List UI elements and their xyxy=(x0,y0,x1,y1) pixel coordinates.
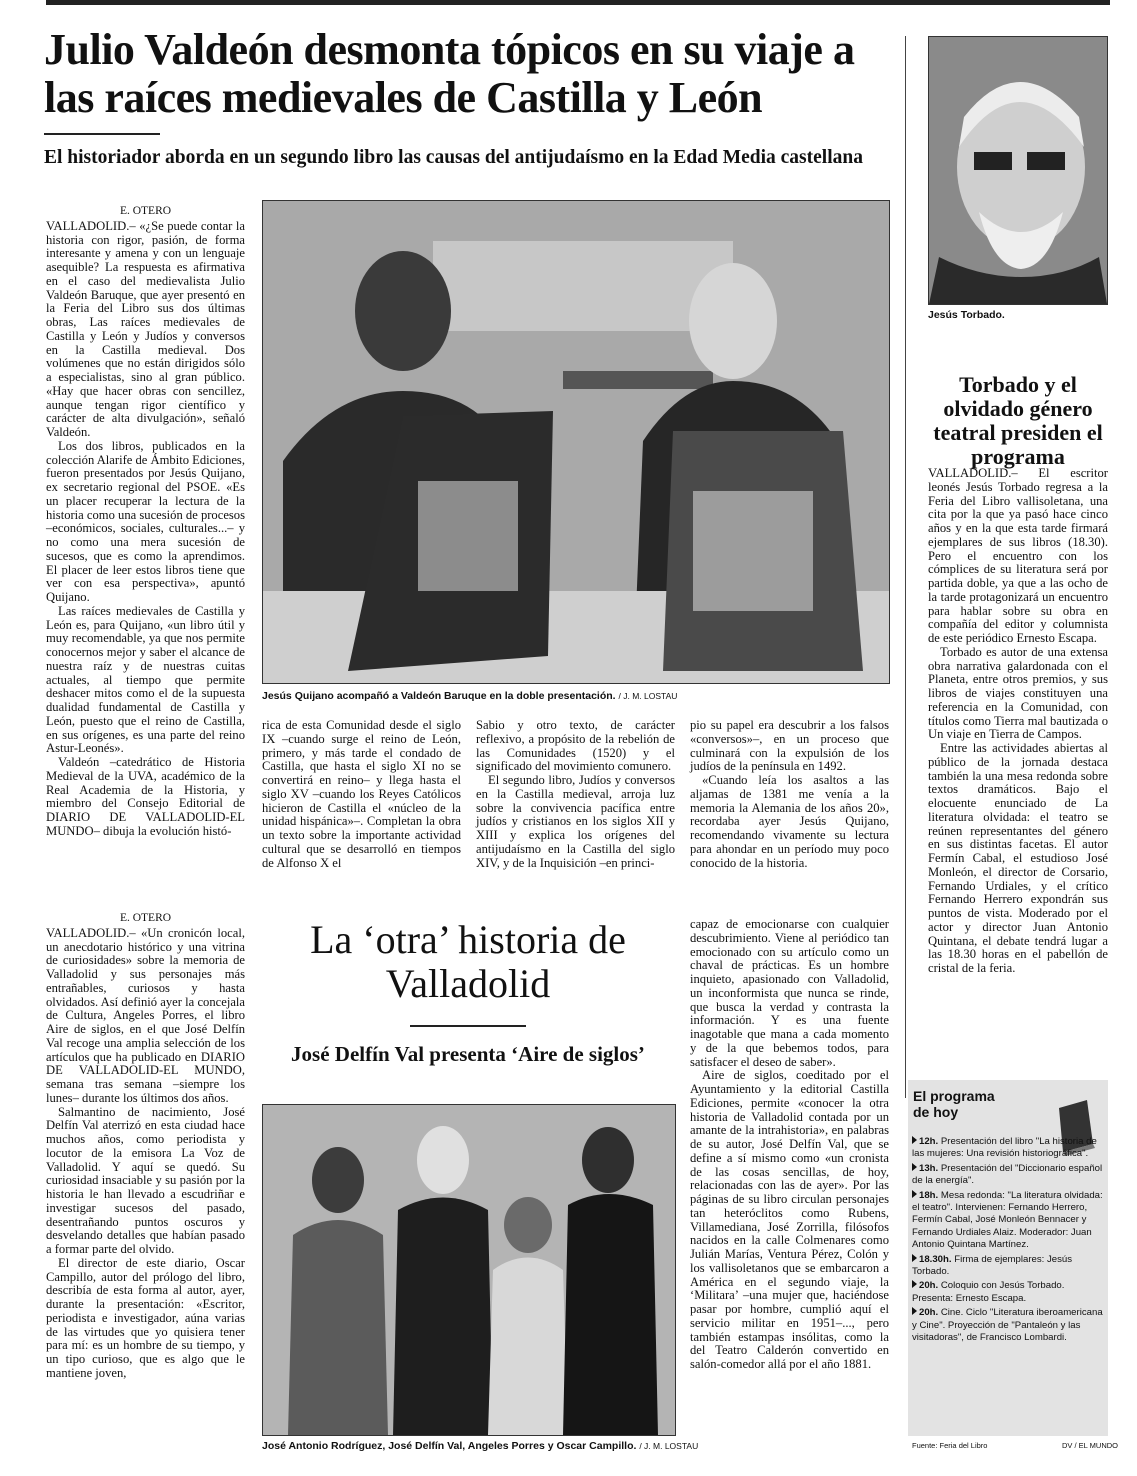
program-text: Coloquio con Jesús Torbado. Presenta: Ernesto Escapa. xyxy=(912,1280,1065,1304)
bullet-icon xyxy=(912,1190,917,1198)
article1-column-4 xyxy=(690,719,889,870)
paragraph: Salmantino de nacimiento, José Delfín Val aterrizó en esta ciudad hace muchos años, como periodista y locutor de la emisora La Voz de Valladolid. Y aquí se quedó. Su curiosidad insaciable y su pasión por la historia le han llevado a escudriñar e investigar sucesos del pasado, desentrañando puntos oscuros y desvelando detalles que habían pasado a formar parte del olvido. xyxy=(46,1104,245,1256)
paragraph: Sabio y otro texto, de carácter reflexivo, a propósito de la rebelión de las Comunidades (1520) y el significado del movimiento comunero. xyxy=(476,718,675,774)
main-subhead: El historiador aborda en un segundo libro las causas del antijudaísmo en la Edad Media castellana xyxy=(44,147,863,168)
program-text: Mesa redonda: "La literatura olvidada: el teatro". Intervienen: Fernando Herrero, Fermín Cabal, José Monleón Bennacer y Fernando Urdiales Alaiz. Moderador: Juan Antonio Quintana Martínez. xyxy=(912,1189,1103,1251)
caption-text: Jesús Quijano acompañó a Valdeón Baruque en la doble presentación. xyxy=(262,690,616,702)
photo-graphic xyxy=(263,1105,675,1435)
program-source: Fuente: Feria del Libro xyxy=(912,1441,988,1450)
headline-rule xyxy=(44,133,160,135)
caption-text: José Antonio Rodríguez, José Delfín Val, Angeles Porres y Oscar Campillo. xyxy=(262,1440,637,1452)
article2-column-1 xyxy=(46,912,245,1381)
bullet-icon xyxy=(912,1307,917,1315)
paragraph: VALLADOLID.– El escritor leonés Jesús Torbado regresa a la Feria del Libro vallisoletana, una cita por la que ya pasó hace cinco años y en la que esta tarde firmará ejemplares de sus libros (18.30). Pero el encuentro con los cómplices de su literatura será por partida doble, ya que a las ocho de la tarde protagonizará un encuentro para hablar sobre su obra en compañía del editor y columnista de este periódico Ernesto Escapa. xyxy=(928,466,1108,645)
portrait-photo xyxy=(928,36,1108,305)
bullet-icon xyxy=(912,1254,917,1262)
article2-subhead: José Delfín Val presenta ‘Aire de siglos’ xyxy=(291,1042,645,1066)
paragraph: pio su papel era descubrir a los falsos «conversos»–, en un proceso que culminará con la expulsión de los judíos de la península en 1492. xyxy=(690,718,889,774)
paragraph: VALLADOLID.– «¿Se puede contar la historia con rigor, pasión, de forma interesante y amena y con un lenguaje asequible? La respuesta es afirmativa en el caso del medievalista Julio Valdeón Baruque, que ayer presentó en la Feria del Libro sus dos últimas obras, Las raíces medievales de Castilla y León y Judíos y conversos en la Castilla medieval. Dos volúmenes que no están dirigidos sólo a especialistas, sino al gran público. «Hay que hacer obras con sencillez, aunque tengan rigor científico y carácter de alta divulgación», señaló Valdeón. xyxy=(46,218,245,439)
program-time: 18h. xyxy=(919,1189,939,1201)
article1-column-3 xyxy=(476,719,675,870)
photo-caption xyxy=(262,1440,698,1453)
paragraph: «Cuando leía los asaltos a las aljamas de 1381 me venía a la memoria la Alemania de los años 20», recordaba ayer Jesús Quijano, recomendando vivamente su lectura para ahondar en un período muy poco conocido de la historia. xyxy=(690,773,889,870)
paragraph: Aire de siglos, coeditado por el Ayuntamiento y la editorial Castilla Ediciones, permite «conocer la otra historia de Valladolid contada por un amante de la intrahistoria», en palabras de su autor, José Delfín Val, que se define a sí mismo como «un cronista de las cosas sencillas, de hoy, relacionadas con las de ayer». Por las páginas de su libro circulan personajes tan heteróclitos como Rubens, Villamediana, José Zorrilla, filósofos nacidos en la calle Colmenares como Julián Marías, Ventura Pérez, Colón y los vallisoletanos que se embarcaron a América en el segundo viaje, la ‘Militara’ –una mujer que, haciéndose pasar por hombre, cumplió aquí el servicio militar en 1951–..., pero también estampas insólitas, como la del Teatro Calderón convertido en salón-comedor allá por el año 1881. xyxy=(690,1068,889,1371)
byline: E. OTERO xyxy=(119,912,172,924)
program-time: 20h. xyxy=(919,1280,939,1292)
program-item xyxy=(912,1254,1106,1279)
paragraph: capaz de emocionarse con cualquier descubrimiento. Viene al periódico tan emocionado con su artículo como un chaval de prácticas. Es un hombre inquieto, apasionado con Valladolid, un inconformista que nunca se rinde, que busca la verdad y contrasta la información. Y es una fuente inagotable que mana a cada momento y de la que bebemos todos, para satisfacer el deseo de saber». xyxy=(690,917,889,1069)
program-credit: DV / EL MUNDO xyxy=(1062,1441,1118,1450)
paragraph: VALLADOLID.– «Un cronicón local, un anecdotario histórico y una vitrina de curiosidades» sobre la memoria de Valladolid y sus personajes más entrañables, curiosos y hasta olvidados. Así definió ayer la concejala de Cultura, Angeles Porres, el libro Aire de siglos, en el que José Delfín Val recoge una amplia selección de los artículos que ha publicado en DIARIO DE VALLADOLID-EL MUNDO, semana tras semana –siempre los lunes– durante los últimos dos años. xyxy=(46,925,245,1105)
program-text: Cine. Ciclo "Literatura iberoamericana y Cine". Proyección de "Pantaleón y las visitadoras", de Francisco Lombardi. xyxy=(912,1307,1103,1344)
program-title-line: El programa xyxy=(913,1088,995,1104)
paragraph: Los dos libros, publicados en la colección Alarife de Ámbito Ediciones, fueron presentados por Jesús Quijano, ex secretario regional del PSOE. «Es un placer recuperar la lectura de la historia como una sucesión de procesos –económicos, sociales, culturales...– y no como una mera sucesión de sucesos, que es como la aprendimos. El placer de leer estos libros tiene que ver con esa perspectiva», apuntó Quijano. xyxy=(46,438,246,604)
paragraph: Torbado es autor de una extensa obra narrativa galardonada con el Planeta, entre otros premios, y sus libros de viajes constituyen una referencia en la Comunidad, con títulos como Tierra mal bautizada o Un viaje en Tierra de Campos. xyxy=(928,644,1108,742)
article1-column-2 xyxy=(262,719,461,870)
program-list xyxy=(912,1136,1106,1347)
bullet-icon xyxy=(912,1136,917,1144)
photo-caption xyxy=(262,690,677,703)
paragraph: El director de este diario, Oscar Campillo, autor del prólogo del libro, describía de esta forma al autor, ayer, durante la presentación: «Escritor, periodista e investigador, aúna varias de las virtudes que yo quisiera tener para mí: es un hombre de su tiempo, y un tipo curioso, que es algo que le mantiene joven, xyxy=(46,1255,245,1380)
sidebar-headline: Torbado y el olvidado género teatral presiden el programa xyxy=(933,372,1103,469)
paragraph: Las raíces medievales de Castilla y León es, para Quijano, «un libro útil y muy recomendable, ya que nos permite conocernos mejor y saber el alcance de nuestra raíz y de nuestras cuitas actuales, al tiempo que permite deshacer mitos como el de la supuesta dualidad fundamental de Castilla y León, puesto que el reino de Castilla, en sus orígenes, es una parte del reino Astur-Leonés». xyxy=(46,603,245,756)
program-text: Presentación del libro "La historia de las mujeres: Una revisión historiográfica". xyxy=(912,1136,1097,1160)
portrait-graphic xyxy=(929,37,1107,304)
bullet-icon xyxy=(912,1163,917,1171)
article2-headline: La ‘otra’ historia de Valladolid xyxy=(310,917,626,1006)
paragraph: El segundo libro, Judíos y conversos en la Castilla medieval, arroja luz sobre la convivencia pacífica entre judíos y cristianos en los siglos XII y XIII y explica los orígenes del antijudaísmo en la Castilla del siglo XIV, y de la Inquisición –en princi- xyxy=(476,773,675,870)
program-time: 20h. xyxy=(919,1307,939,1319)
photo-presentation xyxy=(262,200,890,684)
top-rule xyxy=(46,0,1110,5)
program-text: Firma de ejemplares: Jesús Torbado. xyxy=(912,1253,1073,1278)
program-title xyxy=(913,1088,995,1120)
headline-rule xyxy=(410,1025,526,1027)
program-item xyxy=(912,1136,1106,1161)
program-item xyxy=(912,1163,1106,1188)
paragraph: Entre las actividades abiertas al público de la jornada destaca también la una mesa redonda sobre textos dramáticos. Bajo el elocuente enunciado de La literatura olvidada: el teatro se reúnen representantes del género en sus distintas facetas. El autor Fermín Cabal, el estudioso José Monleón, el director de Corsario, Fernando Urdiales, y el crítico Fernando Herrero expondrán sus puntos de vista. Moderado por el actor y director Juan Antonio Quintana, el debate tendrá lugar a las 18.30 horas en el pabellón de cristal de la feria. xyxy=(928,741,1108,975)
program-box xyxy=(908,1080,1108,1436)
column-divider xyxy=(905,36,906,1098)
photo-graphic xyxy=(263,201,889,683)
portrait-caption: Jesús Torbado. xyxy=(928,309,1005,321)
program-time: 13h. xyxy=(919,1162,939,1174)
paragraph: rica de esta Comunidad desde el siglo IX –cuando surge el reino de León, primero, y más tarde el condado de Castilla, que hasta el siglo XI no se convertirá en reino– y llega hasta el siglo XV –cuando los Reyes Católicos hicieron de Castilla el «núcleo de la unidad hispánica»–. Completan la obra un texto sobre la importante actividad cultural que se desarrolló en tiempos de Alfonso X el xyxy=(262,718,461,870)
article1-column-1 xyxy=(46,205,245,839)
program-item xyxy=(912,1280,1106,1305)
program-title-line: de hoy xyxy=(913,1104,959,1120)
article2-column-3 xyxy=(690,918,889,1372)
program-text: Presentación del "Diccionario español de la energía". xyxy=(912,1162,1103,1187)
bullet-icon xyxy=(912,1280,917,1288)
program-time: 12h. xyxy=(919,1136,939,1147)
program-item xyxy=(912,1190,1106,1252)
photo-credit: / J. M. LOSTAU xyxy=(639,1441,699,1451)
photo-credit: / J. M. LOSTAU xyxy=(618,691,678,701)
paragraph: Valdeón –catedrático de Historia Medieval de la UVA, académico de la Real Academia de la Historia, y miembro del Consejo Editorial de DIARIO DE VALLADOLID-EL MUNDO– dibuja la evolución histó- xyxy=(46,755,245,838)
photo-group xyxy=(262,1104,676,1436)
program-item xyxy=(912,1307,1106,1344)
sidebar-body xyxy=(928,467,1108,976)
byline: E. OTERO xyxy=(119,205,172,217)
program-time: 18.30h. xyxy=(919,1253,952,1265)
main-headline: Julio Valdeón desmonta tópicos en su viaje a las raíces medievales de Castilla y León xyxy=(44,25,855,122)
